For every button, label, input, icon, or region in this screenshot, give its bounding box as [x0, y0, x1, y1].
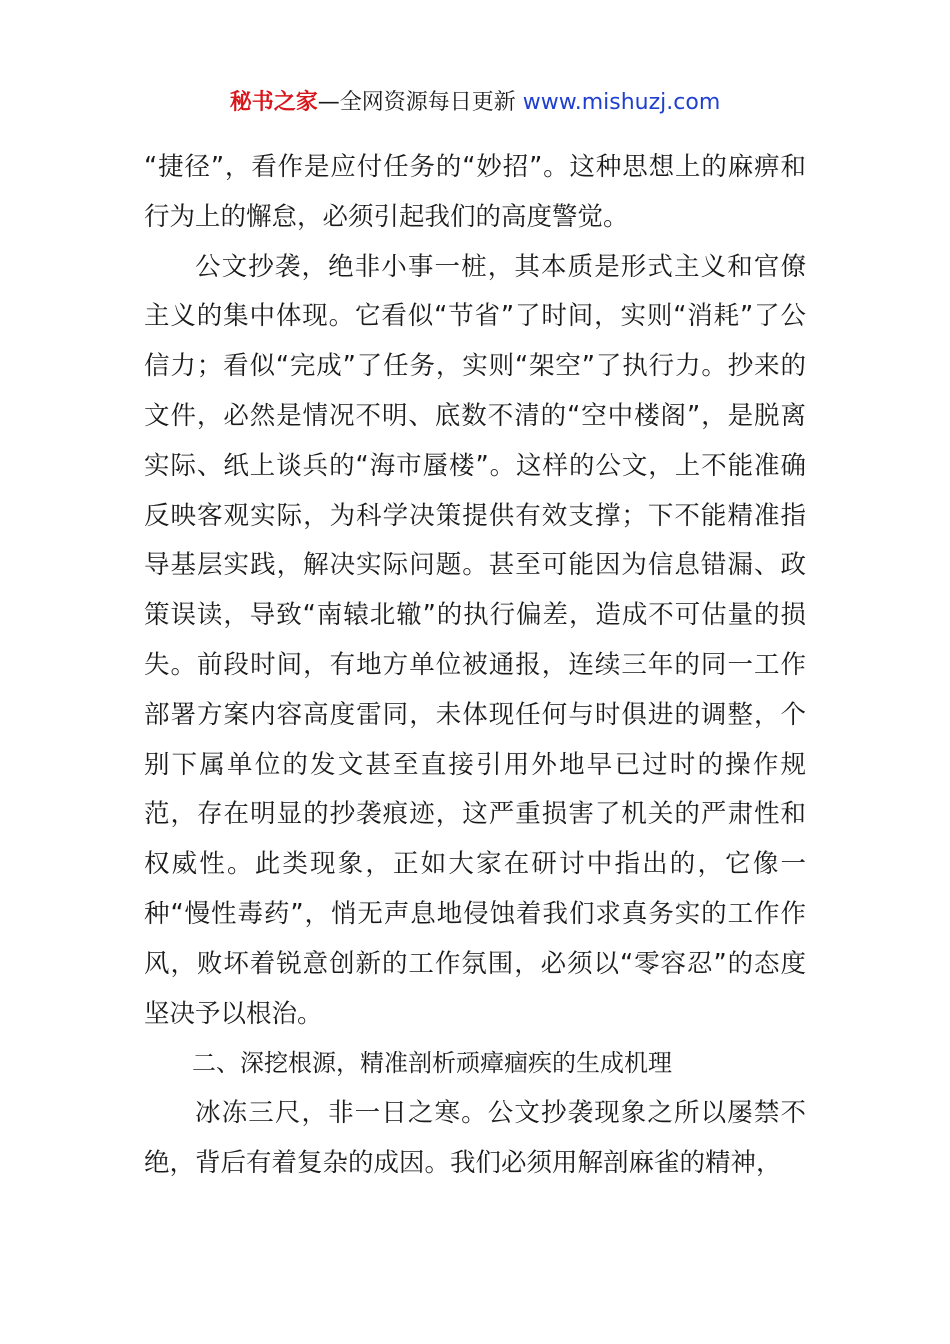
site-brand: 秘书之家 [229, 90, 318, 115]
site-header [0, 86, 950, 120]
paragraph-continuation: “捷径”，看作是应付任务的“妙招”。这种思想上的麻痹和行为上的懈怠，必须引起我们的高度警觉。 [144, 152, 806, 232]
section-heading: 二、深挖根源，精准剖析顽瘴痼疾的生成机理 [192, 1049, 672, 1078]
document-body [144, 143, 806, 1189]
site-tagline: —全网资源每日更新 [317, 90, 516, 115]
paragraph-root-causes: 冰冻三尺，非一日之寒。公文抄袭现象之所以屡禁不绝，背后有着复杂的成因。我们必须用解剖麻雀的精神， [144, 1098, 806, 1178]
site-url-link[interactable]: www.mishuzj.com [522, 90, 721, 115]
paragraph-plagiarism-harm: 公文抄袭，绝非小事一桩，其本质是形式主义和官僚主义的集中体现。它看似“节省”了时间，实则“消耗”了公信力；看似“完成”了任务，实则“架空”了执行力。抄来的文件，必然是情况不明、底数不清的“空中楼阁”，是脱离实际、纸上谈兵的“海市蜃楼”。这样的公文，上不能准确反映客观实际，为科学决策提供有效支撑；下不能精准指导基层实践，解决实际问题。甚至可能因为信息错漏、政策误读，导致“南辕北辙”的执行偏差，造成不可估量的损失。前段时间，有地方单位被通报，连续三年的同一工作部署方案内容高度雷同，未体现任何与时俱进的调整，个别下属单位的发文甚至直接引用外地早已过时的操作规范，存在明显的抄袭痕迹，这严重损害了机关的严肃性和权威性。此类现象，正如大家在研讨中指出的，它像一种“慢性毒药”，悄无声息地侵蚀着我们求真务实的工作作风，败坏着锐意创新的工作氛围，必须以“零容忍”的态度坚决予以根治。 [144, 251, 806, 1029]
